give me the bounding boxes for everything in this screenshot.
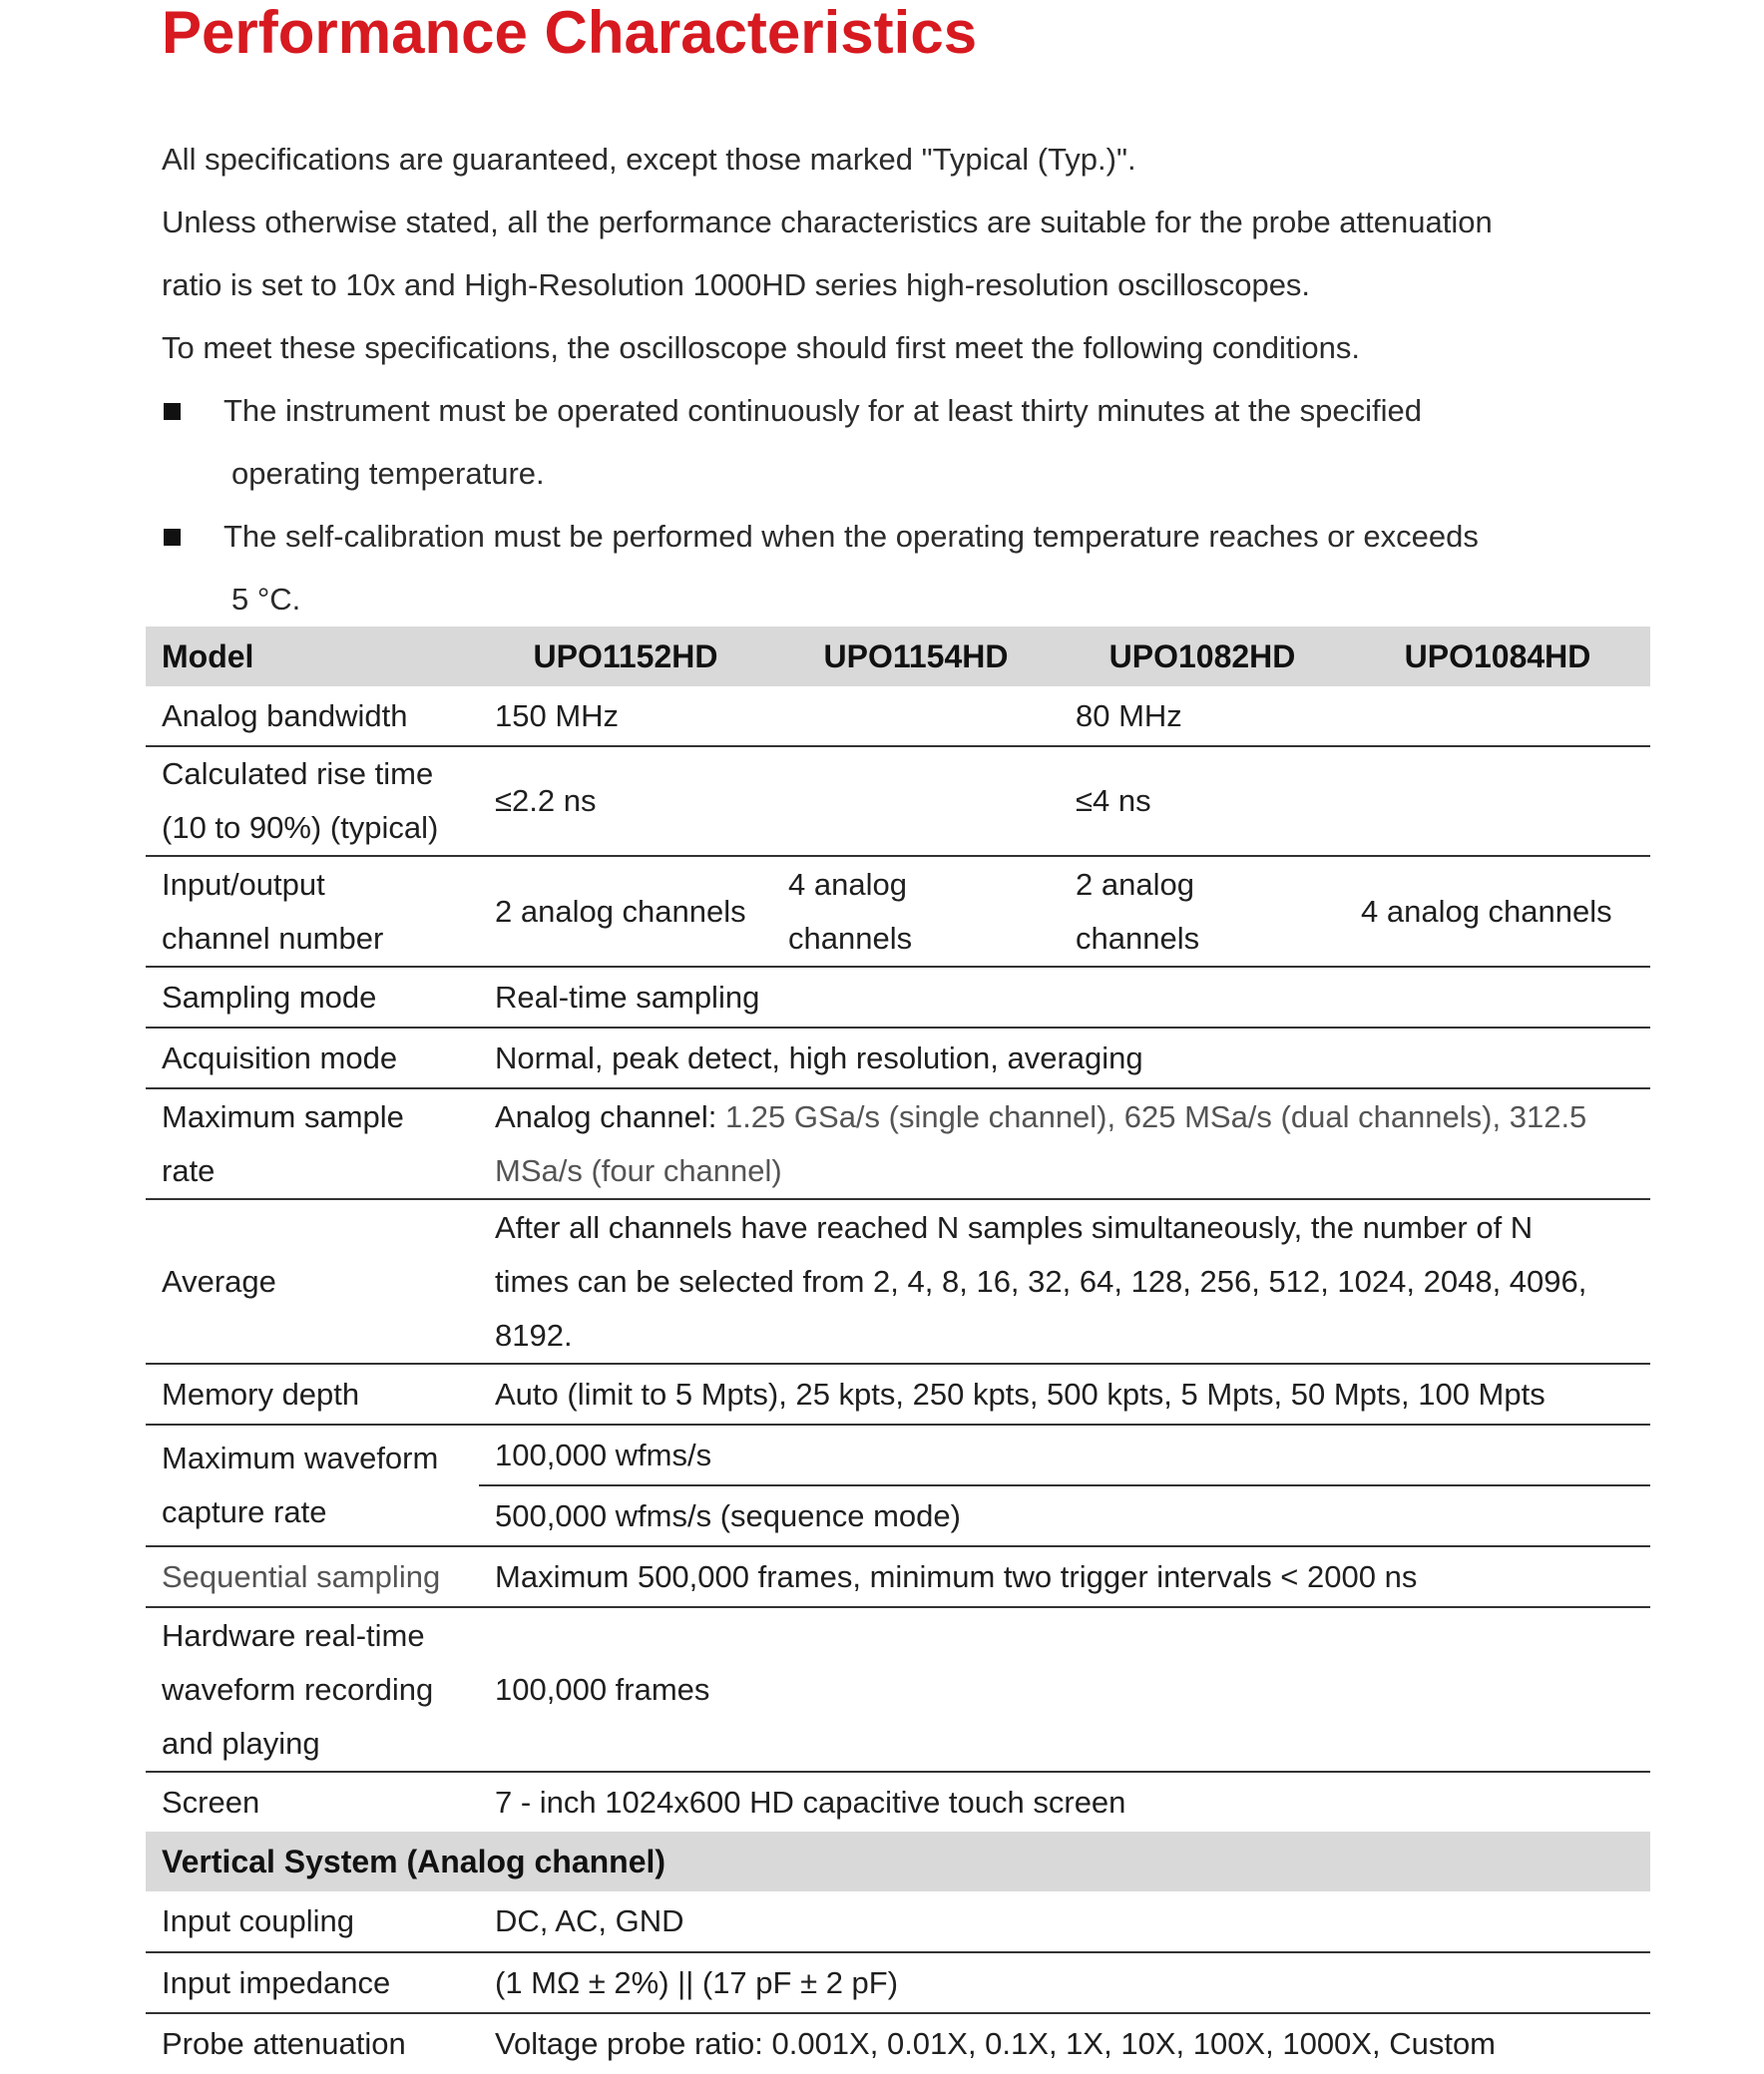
- row-label-line: waveform recording: [162, 1671, 434, 1707]
- cell-value: 100,000 wfms/s: [479, 1425, 1650, 1485]
- cell-value: ≤4 ns: [1060, 746, 1650, 856]
- table-row: [146, 2013, 1650, 2074]
- row-label: [146, 1607, 479, 1772]
- table-row: [146, 1607, 1650, 1772]
- row-label: Analog bandwidth: [146, 686, 479, 746]
- cell-value: 2 analog channels: [479, 856, 772, 967]
- bullet-square-icon: [164, 529, 181, 546]
- bullet-text: The instrument must be operated continuously for at least thirty minutes at the specified: [223, 393, 1423, 428]
- spec-table: [146, 626, 1650, 2074]
- table-row: [146, 856, 1650, 967]
- intro-line: Unless otherwise stated, all the performance characteristics are suitable for the probe attenuation: [162, 205, 1493, 239]
- cell-line: 8192.: [495, 1317, 573, 1353]
- model-upo1082hd: UPO1082HD: [1060, 626, 1345, 686]
- cell-value: 100,000 frames: [479, 1607, 1650, 1772]
- row-label: Sampling mode: [146, 967, 479, 1028]
- page-title: Performance Characteristics: [162, 0, 978, 66]
- cell-value: Voltage probe ratio: 0.001X, 0.01X, 0.1X, 1X, 10X, 100X, 1000X, Custom: [495, 2026, 1497, 2061]
- table-row: [146, 1891, 1650, 1952]
- row-label-line: and playing: [162, 1725, 320, 1761]
- section-title: Vertical System (Analog channel): [146, 1832, 1650, 1891]
- table-row: [146, 1425, 1650, 1485]
- row-label-line: (10 to 90%) (typical): [162, 810, 439, 845]
- row-label: [146, 1425, 479, 1546]
- cell-value: 7 - inch 1024x600 HD capacitive touch screen: [495, 1784, 1126, 1820]
- bullet-square-icon: [164, 403, 181, 420]
- cell-line: times can be selected from 2, 4, 8, 16, 32, 64, 128, 256, 512, 1024, 2048, 4096,: [495, 1263, 1587, 1299]
- cell-line: channels: [788, 920, 913, 956]
- table-row: [146, 1199, 1650, 1364]
- cell-value: Auto (limit to 5 Mpts), 25 kpts, 250 kpts, 500 kpts, 5 Mpts, 50 Mpts, 100 Mpts: [479, 1364, 1650, 1425]
- cell-text: 1.25 GSa/s (single channel), 625 MSa/s (dual channels), 312.5: [716, 1098, 1587, 1134]
- bullet-text: 5 °C.: [231, 582, 301, 617]
- condition-bullet: [162, 505, 1648, 630]
- cell-value: ≤2.2 ns: [479, 746, 1060, 856]
- row-label-line: rate: [162, 1152, 216, 1188]
- cell-value: DC, AC, GND: [479, 1891, 1650, 1952]
- section-header-row: [146, 1832, 1650, 1891]
- row-label-line: Hardware real-time: [162, 1617, 425, 1653]
- row-label: [146, 1088, 479, 1199]
- cell-line: After all channels have reached N samples simultaneously, the number of N: [495, 1209, 1534, 1245]
- cell-line: [495, 1090, 1634, 1144]
- row-label-line: channel number: [162, 920, 384, 956]
- table-row: [146, 1088, 1650, 1199]
- row-label-line: Calculated rise time: [162, 756, 434, 791]
- intro-line: All specifications are guaranteed, except those marked "Typical (Typ.)".: [162, 142, 1136, 177]
- row-label: Sequential sampling: [146, 1546, 479, 1607]
- cell-line: MSa/s (four channel): [495, 1152, 782, 1188]
- model-upo1084hd: UPO1084HD: [1345, 626, 1650, 686]
- cell-value: Maximum 500,000 frames, minimum two trigger intervals < 2000 ns: [479, 1546, 1650, 1607]
- cell-value: 80 MHz: [1060, 686, 1650, 746]
- table-row: [146, 967, 1650, 1028]
- row-label: Probe attenuation: [162, 2026, 406, 2061]
- row-label-line: Maximum waveform: [162, 1441, 439, 1475]
- intro-line: To meet these specifications, the oscilloscope should first meet the following conditions.: [162, 330, 1361, 365]
- cell-value: (1 MΩ ± 2%) || (17 pF ± 2 pF): [479, 1952, 1650, 2013]
- model-label: Model: [146, 626, 479, 686]
- cell-value: Real-time sampling: [479, 967, 1650, 1028]
- cell-value: Normal, peak detect, high resolution, averaging: [479, 1028, 1650, 1088]
- row-label: Input coupling: [146, 1891, 479, 1952]
- table-row: [146, 686, 1650, 746]
- row-label-line: Maximum sample: [162, 1098, 404, 1134]
- row-label: Memory depth: [146, 1364, 479, 1425]
- table-row: [146, 1364, 1650, 1425]
- cell-value: [772, 856, 1060, 967]
- cell-line: channels: [1076, 920, 1200, 956]
- table-header-row: [146, 626, 1650, 686]
- model-upo1152hd: UPO1152HD: [479, 626, 772, 686]
- cell-line: 2 analog: [1076, 866, 1194, 902]
- row-label: Input impedance: [146, 1952, 479, 2013]
- table-row: [146, 1028, 1650, 1088]
- table-row: [146, 1772, 1650, 1832]
- cell-value: [479, 1199, 1650, 1364]
- bullet-text: The self-calibration must be performed when the operating temperature reaches or exceeds: [223, 519, 1479, 554]
- cell-value: [479, 1088, 1650, 1199]
- cell-prefix: Analog channel:: [495, 1098, 717, 1134]
- table-row: [146, 1952, 1650, 2013]
- table-row: [146, 1546, 1650, 1607]
- row-label-line: capture rate: [162, 1494, 327, 1529]
- row-label: Screen: [162, 1784, 260, 1820]
- cell-line: 4 analog: [788, 866, 907, 902]
- cell-value: 150 MHz: [479, 686, 1060, 746]
- row-label: Average: [146, 1199, 479, 1364]
- model-upo1154hd: UPO1154HD: [772, 626, 1060, 686]
- condition-bullet: [162, 379, 1648, 505]
- cell-value: 500,000 wfms/s (sequence mode): [479, 1485, 1650, 1546]
- cell-value: [1060, 856, 1345, 967]
- intro-line: ratio is set to 10x and High-Resolution 1000HD series high-resolution oscilloscopes.: [162, 267, 1311, 302]
- row-label-line: Input/output: [162, 866, 325, 902]
- table-row: [146, 746, 1650, 856]
- bullet-text: operating temperature.: [231, 456, 545, 491]
- row-label: [146, 856, 479, 967]
- intro-text: [162, 128, 1648, 630]
- row-label: [146, 746, 479, 856]
- cell-value: 4 analog channels: [1345, 856, 1650, 967]
- row-label: Acquisition mode: [146, 1028, 479, 1088]
